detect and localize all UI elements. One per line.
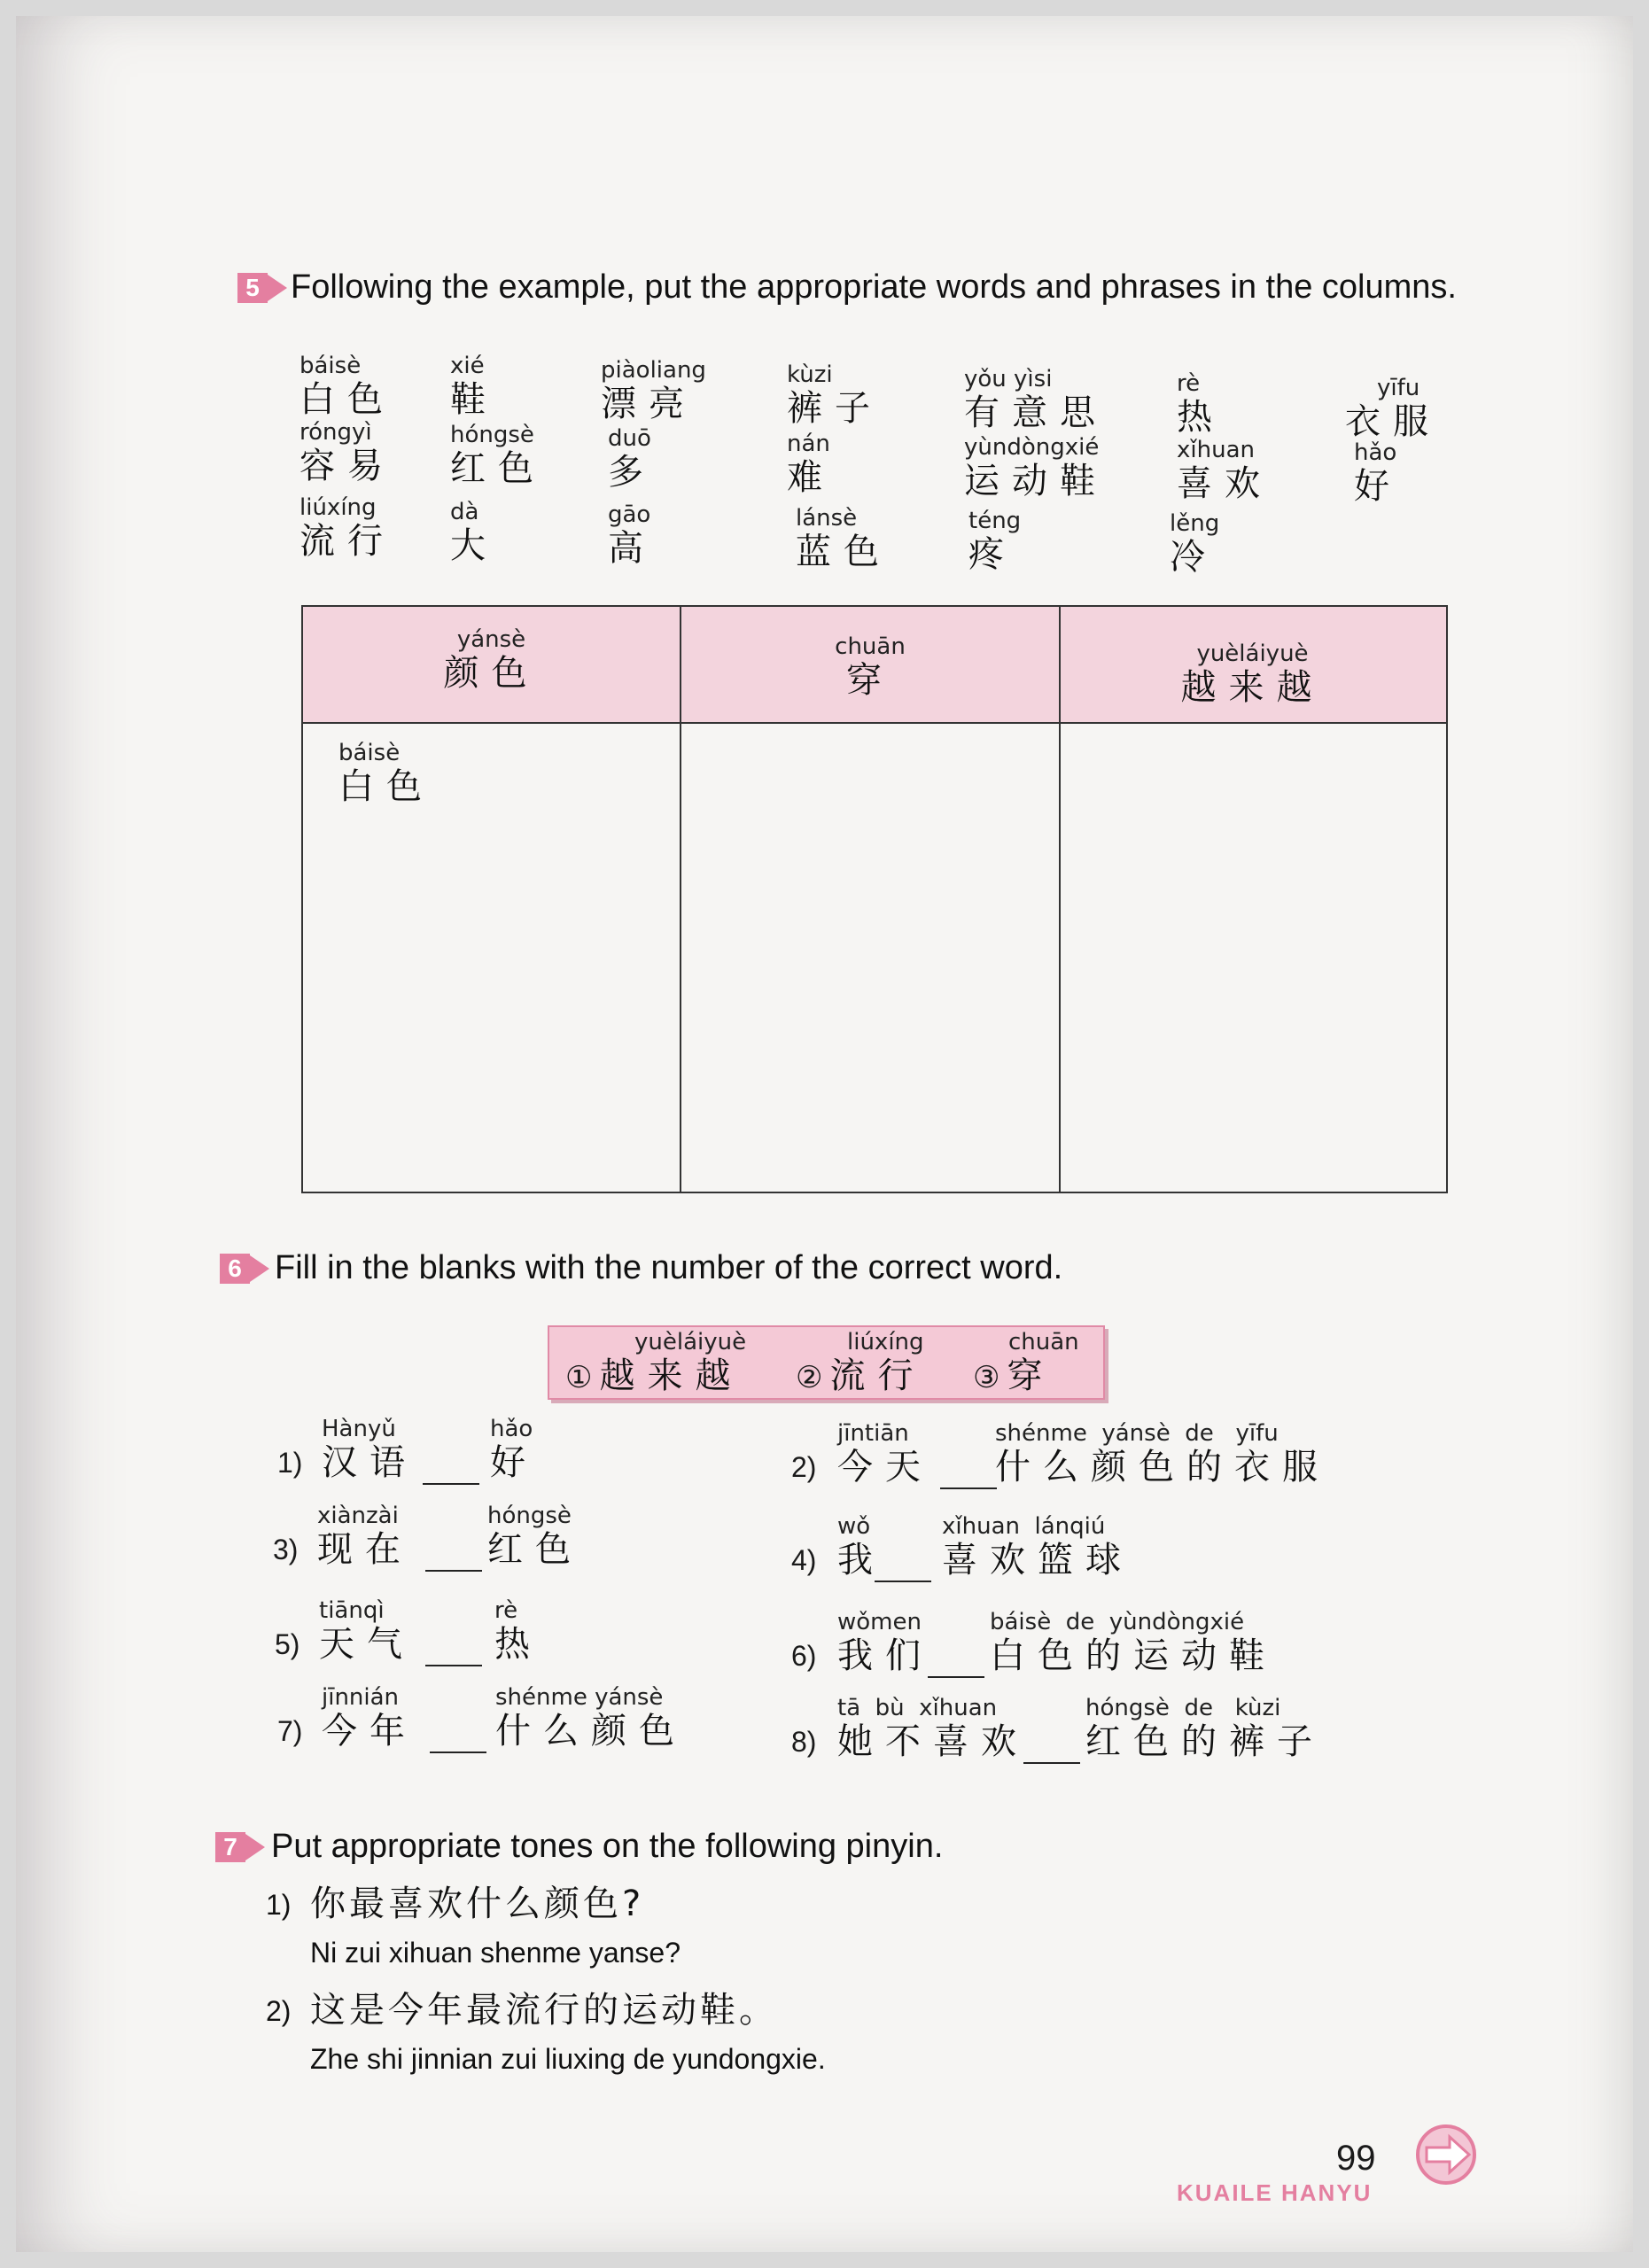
word-item: téng 疼: [968, 508, 1022, 575]
answer-blank[interactable]: [423, 1453, 479, 1485]
column-header-chuan: chuān 穿: [835, 633, 906, 701]
word-bank: [548, 1325, 1105, 1400]
word-item: kùzi 裤子: [787, 361, 883, 429]
example-answer: báisè 白色: [338, 740, 434, 807]
answer-blank[interactable]: [425, 1635, 482, 1666]
word-item: lěng 冷: [1170, 510, 1220, 578]
page-number: 99: [1336, 2139, 1376, 2178]
answer-blank[interactable]: [1023, 1732, 1080, 1764]
exercise-7-instruction: Put appropriate tones on the following pinyin.: [271, 1828, 944, 1865]
answer-blank[interactable]: [430, 1721, 486, 1753]
bank-word: chuān ③ 穿: [973, 1329, 1079, 1396]
pinyin-input[interactable]: Zhe shi jinnian zui liuxing de yundongxie.: [310, 2043, 826, 2075]
answer-cell-chuan[interactable]: [681, 724, 1059, 1190]
bank-word: yuèláiyuè ① 越来越: [565, 1329, 747, 1396]
pinyin-input[interactable]: Ni zui xihuan shenme yanse?: [310, 1937, 681, 1969]
arrow-icon: [1414, 2123, 1478, 2186]
exercise-number-badge: [215, 1832, 245, 1862]
answer-blank[interactable]: [940, 1457, 997, 1489]
word-item: róngyì 容易: [299, 419, 395, 486]
word-item: yùndòngxié 运动鞋: [964, 434, 1108, 501]
word-item: gāo 高: [608, 501, 656, 569]
word-item: yǒu yìsi 有意思: [964, 366, 1108, 433]
exercise-number: 5: [245, 274, 260, 301]
answer-blank[interactable]: [875, 1550, 931, 1582]
word-item: yīfu 衣服: [1345, 375, 1441, 442]
exercise-number: 6: [228, 1254, 242, 1282]
word-item: dà 大: [450, 499, 498, 566]
exercise-6-instruction: Fill in the blanks with the number of the correct word.: [275, 1249, 1063, 1286]
word-item: rè 热: [1177, 370, 1225, 438]
workbook-page: 5 Following the example, put the appropriate words and phrases in the columns. báisè 白色 xié 鞋 piàoliang 漂亮 kùzi 裤子 yǒu yìsi 有意思 rè 热 yīfu 衣服 róngyì 容易 hóngsè 红色 duō 多 nán 难 yùndòngxié 运动鞋 xǐhuan 喜欢 hǎo 好 liúxíng 流行 dà 大 gāo 高 lánsè 蓝色 téng 疼 lěng 冷 yánsè 颜色 chuān 穿 yuèláiyuè 越来越 báisè 白色 6 Fill in the blanks with the number of the correct word. yuèláiyuè ① 越来越 liúxíng ② 流行 chuān ③ 穿 1) Hànyǔ 汉语 hǎo 好 3) xiànzài 现在 hóngsè 红色 5) tiānqì 天气 rè 热 7) jīnnián 今年 shénme yánsè 什么颜色 2) jīntiān 今天 shénme yánsè de yīfu 什么颜色的衣服 4) wǒ 我 xǐhuan lánqiú 喜欢篮球 6) wǒmen 我们 báisè de yùndòngxié 白色的运动鞋 8) tā bù xǐhuan 她不喜欢 hóngsè de kùzi 红色的裤子 7 Put appropriate tones on the following pinyin. 1) 你最喜欢什么颜色? Ni zui xihuan shenme yanse? 2) 这是今年最流行的运动鞋。 Zhe shi jinnian zui liuxing de yundongxie. 99 KUAILE HANYU: [16, 16, 1633, 2252]
word-item: xié 鞋: [450, 353, 498, 420]
bank-word: liúxíng ② 流行: [796, 1329, 926, 1396]
brand-label: KUAILE HANYU: [1177, 2179, 1373, 2206]
classification-table: [301, 605, 1448, 1193]
column-header-yuelaiyue: yuèláiyuè 越来越: [1180, 641, 1325, 708]
answer-cell-yuelaiyue[interactable]: [1061, 724, 1444, 1190]
exercise-number-badge: [237, 273, 268, 303]
word-item: duō 多: [608, 425, 656, 493]
word-item: piàoliang 漂亮: [601, 357, 706, 424]
word-item: hǎo 好: [1354, 439, 1402, 507]
word-item: xǐhuan 喜欢: [1177, 437, 1272, 504]
exercise-5-instruction: Following the example, put the appropriate words and phrases in the columns.: [291, 268, 1457, 306]
word-item: báisè 白色: [299, 353, 395, 420]
answer-cell-yanse[interactable]: [303, 724, 680, 1190]
word-item: hóngsè 红色: [450, 422, 546, 489]
answer-blank[interactable]: [425, 1540, 482, 1572]
column-header-yanse: yánsè 颜色: [443, 626, 540, 694]
answer-blank[interactable]: [928, 1646, 984, 1678]
word-item: nán 难: [787, 431, 835, 498]
word-item: liúxíng 流行: [299, 494, 395, 562]
exercise-number-badge: [220, 1254, 250, 1284]
exercise-number: 7: [223, 1833, 237, 1860]
word-item: lánsè 蓝色: [796, 505, 891, 572]
